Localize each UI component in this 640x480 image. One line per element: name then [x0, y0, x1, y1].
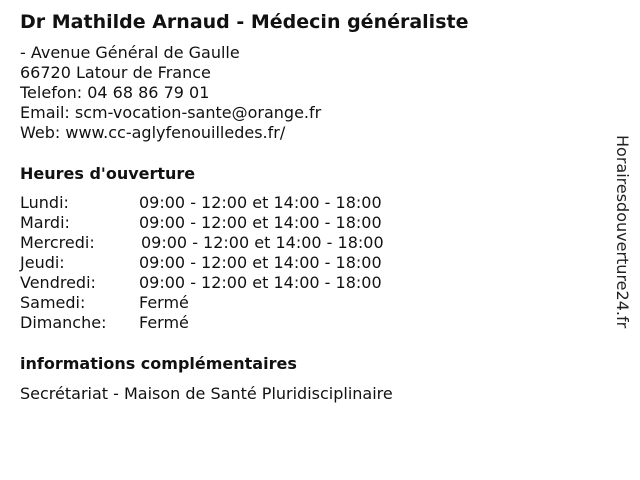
time-value: 09:00 - 12:00 et 14:00 - 18:00	[139, 273, 382, 292]
time-value: 09:00 - 12:00 et 14:00 - 18:00	[139, 253, 382, 272]
hours-row-sunday	[20, 313, 440, 333]
day-label: Samedi:	[20, 293, 86, 312]
opening-hours-heading: Heures d'ouverture	[20, 164, 196, 183]
website-address: Web: www.cc-aglyfenouilledes.fr/	[20, 123, 286, 142]
email-address: Email: scm-vocation-sante@orange.fr	[20, 103, 322, 122]
time-value: 09:00 - 12:00 et 14:00 - 18:00	[139, 193, 382, 212]
day-label: Mercredi:	[20, 233, 95, 252]
day-label: Mardi:	[20, 213, 70, 232]
hours-row-friday	[20, 273, 440, 293]
additional-info-text: Secrétariat - Maison de Santé Pluridisciplinaire	[20, 384, 393, 403]
phone-number: Telefon: 04 68 86 79 01	[20, 83, 210, 102]
time-value: 09:00 - 12:00 et 14:00 - 18:00	[141, 233, 384, 252]
hours-row-tuesday	[20, 213, 440, 233]
city-address: 66720 Latour de France	[20, 63, 211, 82]
contact-block	[20, 43, 321, 143]
additional-info-heading: informations complémentaires	[20, 354, 297, 373]
time-value: Fermé	[139, 313, 189, 332]
hours-row-monday	[20, 193, 440, 213]
opening-hours-table	[20, 193, 440, 333]
hours-row-saturday	[20, 293, 440, 313]
street-address: - Avenue Général de Gaulle	[20, 43, 240, 62]
time-value: Fermé	[139, 293, 189, 312]
hours-row-thursday	[20, 253, 440, 273]
site-watermark: Horairesdouverture24.fr	[613, 135, 632, 329]
day-label: Jeudi:	[20, 253, 65, 272]
hours-row-wednesday	[20, 233, 440, 253]
day-label: Lundi:	[20, 193, 69, 212]
day-label: Vendredi:	[20, 273, 96, 292]
page-title: Dr Mathilde Arnaud - Médecin généraliste	[20, 11, 469, 33]
time-value: 09:00 - 12:00 et 14:00 - 18:00	[139, 213, 382, 232]
day-label: Dimanche:	[20, 313, 107, 332]
